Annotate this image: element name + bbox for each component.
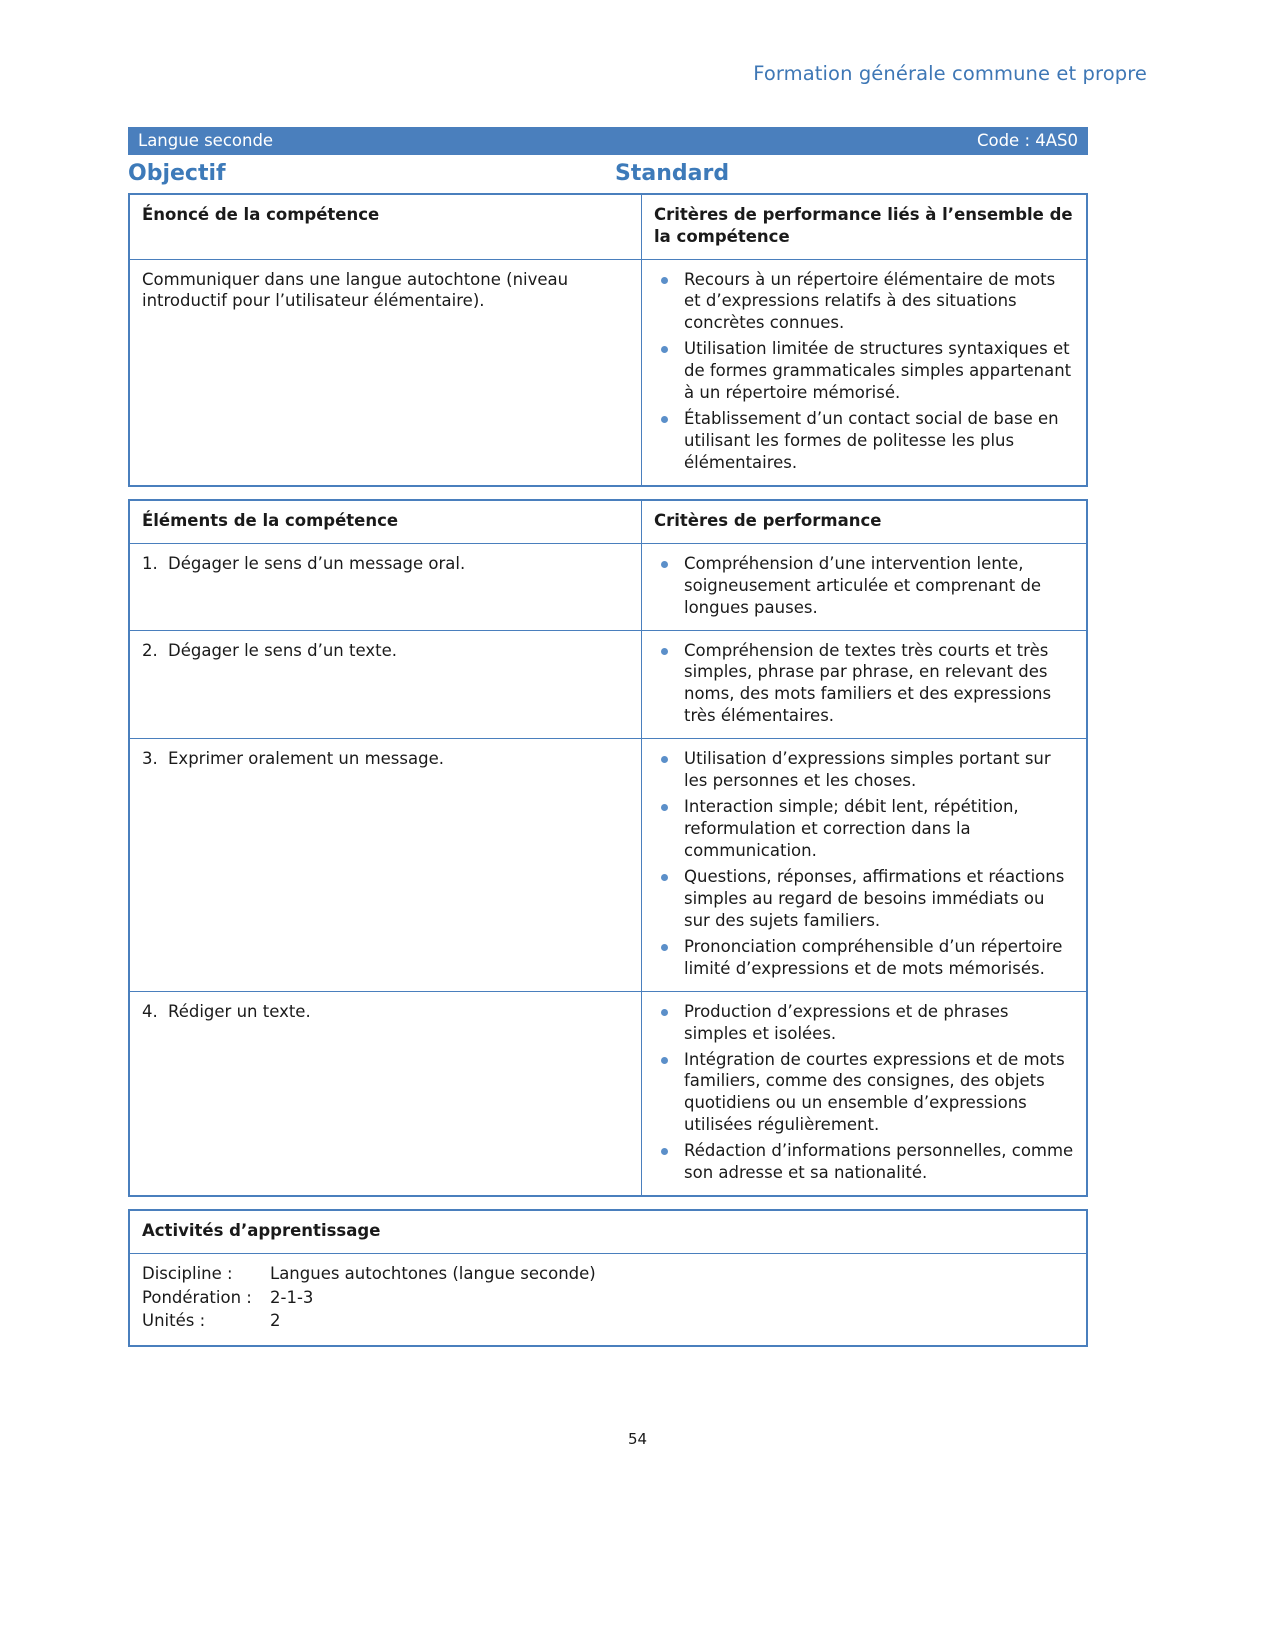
- list-item: Utilisation d’expressions simples portant sur les personnes et les choses.: [654, 748, 1074, 792]
- competence-statement-table: [128, 193, 1088, 487]
- list-item: Questions, réponses, affirmations et réactions simples au regard de besoins immédiats ou sur des sujets familiers.: [654, 866, 1074, 932]
- units-label: Unités :: [142, 1311, 206, 1331]
- page-number: 54: [627, 1430, 648, 1448]
- criteria-cell: [642, 991, 1088, 1196]
- table-row: [129, 259, 1087, 486]
- table-row: [129, 500, 1087, 543]
- competence-elements-table: [128, 499, 1088, 1197]
- heading-standard: Standard: [615, 161, 730, 186]
- table-row: [129, 739, 1087, 991]
- element-number: 3.: [142, 749, 158, 769]
- element-cell: [129, 543, 642, 630]
- activities-header: Activités d’apprentissage: [129, 1210, 1087, 1253]
- discipline-line: [142, 1263, 1074, 1285]
- list-item: Interaction simple; débit lent, répétition, reformulation et correction dans la communication.: [654, 796, 1074, 862]
- criteres-header: Critères de performance: [642, 500, 1088, 543]
- table-row: [129, 194, 1087, 259]
- table-row: [129, 991, 1087, 1196]
- element-label: Rédiger un texte.: [168, 1001, 311, 1021]
- criteria-list: [654, 269, 1074, 474]
- table-row: [129, 1210, 1087, 1253]
- elements-header: Éléments de la compétence: [129, 500, 642, 543]
- criteria-list: [654, 553, 1074, 619]
- list-item: Rédaction d’informations personnelles, comme son adresse et sa nationalité.: [654, 1140, 1074, 1184]
- document-content: [128, 127, 1088, 1359]
- list-item: Production d’expressions et de phrases simples et isolées.: [654, 1001, 1074, 1045]
- criteria-list: [654, 640, 1074, 728]
- list-item: Prononciation compréhensible d’un répertoire limité d’expressions et de mots mémorisés.: [654, 936, 1074, 980]
- criteria-cell: [642, 739, 1088, 991]
- element-label: Exprimer oralement un message.: [168, 749, 444, 769]
- ponderation-label: Pondération :: [142, 1287, 252, 1307]
- element-label: Dégager le sens d’un message oral.: [168, 553, 466, 573]
- discipline-label: Discipline :: [142, 1263, 233, 1283]
- discipline-value: Langues autochtones (langue seconde): [270, 1263, 596, 1283]
- list-item: Utilisation limitée de structures syntaxiques et de formes grammaticales simples appartenant à un répertoire mémorisé.: [654, 338, 1074, 404]
- element-number: 1.: [142, 553, 158, 573]
- list-item: Recours à un répertoire élémentaire de mots et d’expressions relatifs à des situations concrètes connues.: [654, 269, 1074, 335]
- list-item: Compréhension d’une intervention lente, soigneusement articulée et comprenant de longues pauses.: [654, 553, 1074, 619]
- list-item: Intégration de courtes expressions et de mots familiers, comme des consignes, des objets quotidiens ou un ensemble d’expressions utilisées régulièrement.: [654, 1049, 1074, 1137]
- criteria-cell: [642, 543, 1088, 630]
- element-cell: [129, 630, 642, 739]
- heading-objectif: Objectif: [128, 161, 226, 186]
- criteria-list: [654, 1001, 1074, 1185]
- learning-activities-table: [128, 1209, 1088, 1347]
- criteres-ensemble-cell: [642, 259, 1088, 486]
- table-row: [129, 1253, 1087, 1346]
- course-code: Code : 4AS0: [976, 131, 1078, 150]
- activities-details: [129, 1253, 1087, 1346]
- criteria-list: [654, 748, 1074, 979]
- enonce-header: Énoncé de la compétence: [129, 194, 642, 259]
- criteria-cell: [642, 630, 1088, 739]
- enonce-text: Communiquer dans une langue autochtone (niveau introductif pour l’utilisateur élémentaire).: [129, 259, 642, 486]
- units-value: 2: [270, 1311, 281, 1331]
- element-cell: [129, 739, 642, 991]
- table-row: [129, 543, 1087, 630]
- running-header: Formation générale commune et propre: [753, 62, 1147, 85]
- element-label: Dégager le sens d’un texte.: [168, 640, 397, 660]
- criteres-ensemble-header: Critères de performance liés à l’ensemble de la compétence: [642, 194, 1088, 259]
- table-row: [129, 630, 1087, 739]
- ponderation-line: [142, 1287, 1074, 1309]
- list-item: Établissement d’un contact social de base en utilisant les formes de politesse les plus élémentaires.: [654, 408, 1074, 474]
- units-line: [142, 1310, 1074, 1332]
- element-number: 2.: [142, 640, 158, 660]
- list-item: Compréhension de textes très courts et très simples, phrase par phrase, en relevant des noms, des mots familiers et des expressions très élémentaires.: [654, 640, 1074, 728]
- course-title-bar: [128, 127, 1088, 155]
- element-number: 4.: [142, 1001, 158, 1021]
- element-cell: [129, 991, 642, 1196]
- course-title: Langue seconde: [138, 131, 274, 150]
- column-headings: [128, 161, 1088, 186]
- ponderation-value: 2-1-3: [270, 1287, 314, 1307]
